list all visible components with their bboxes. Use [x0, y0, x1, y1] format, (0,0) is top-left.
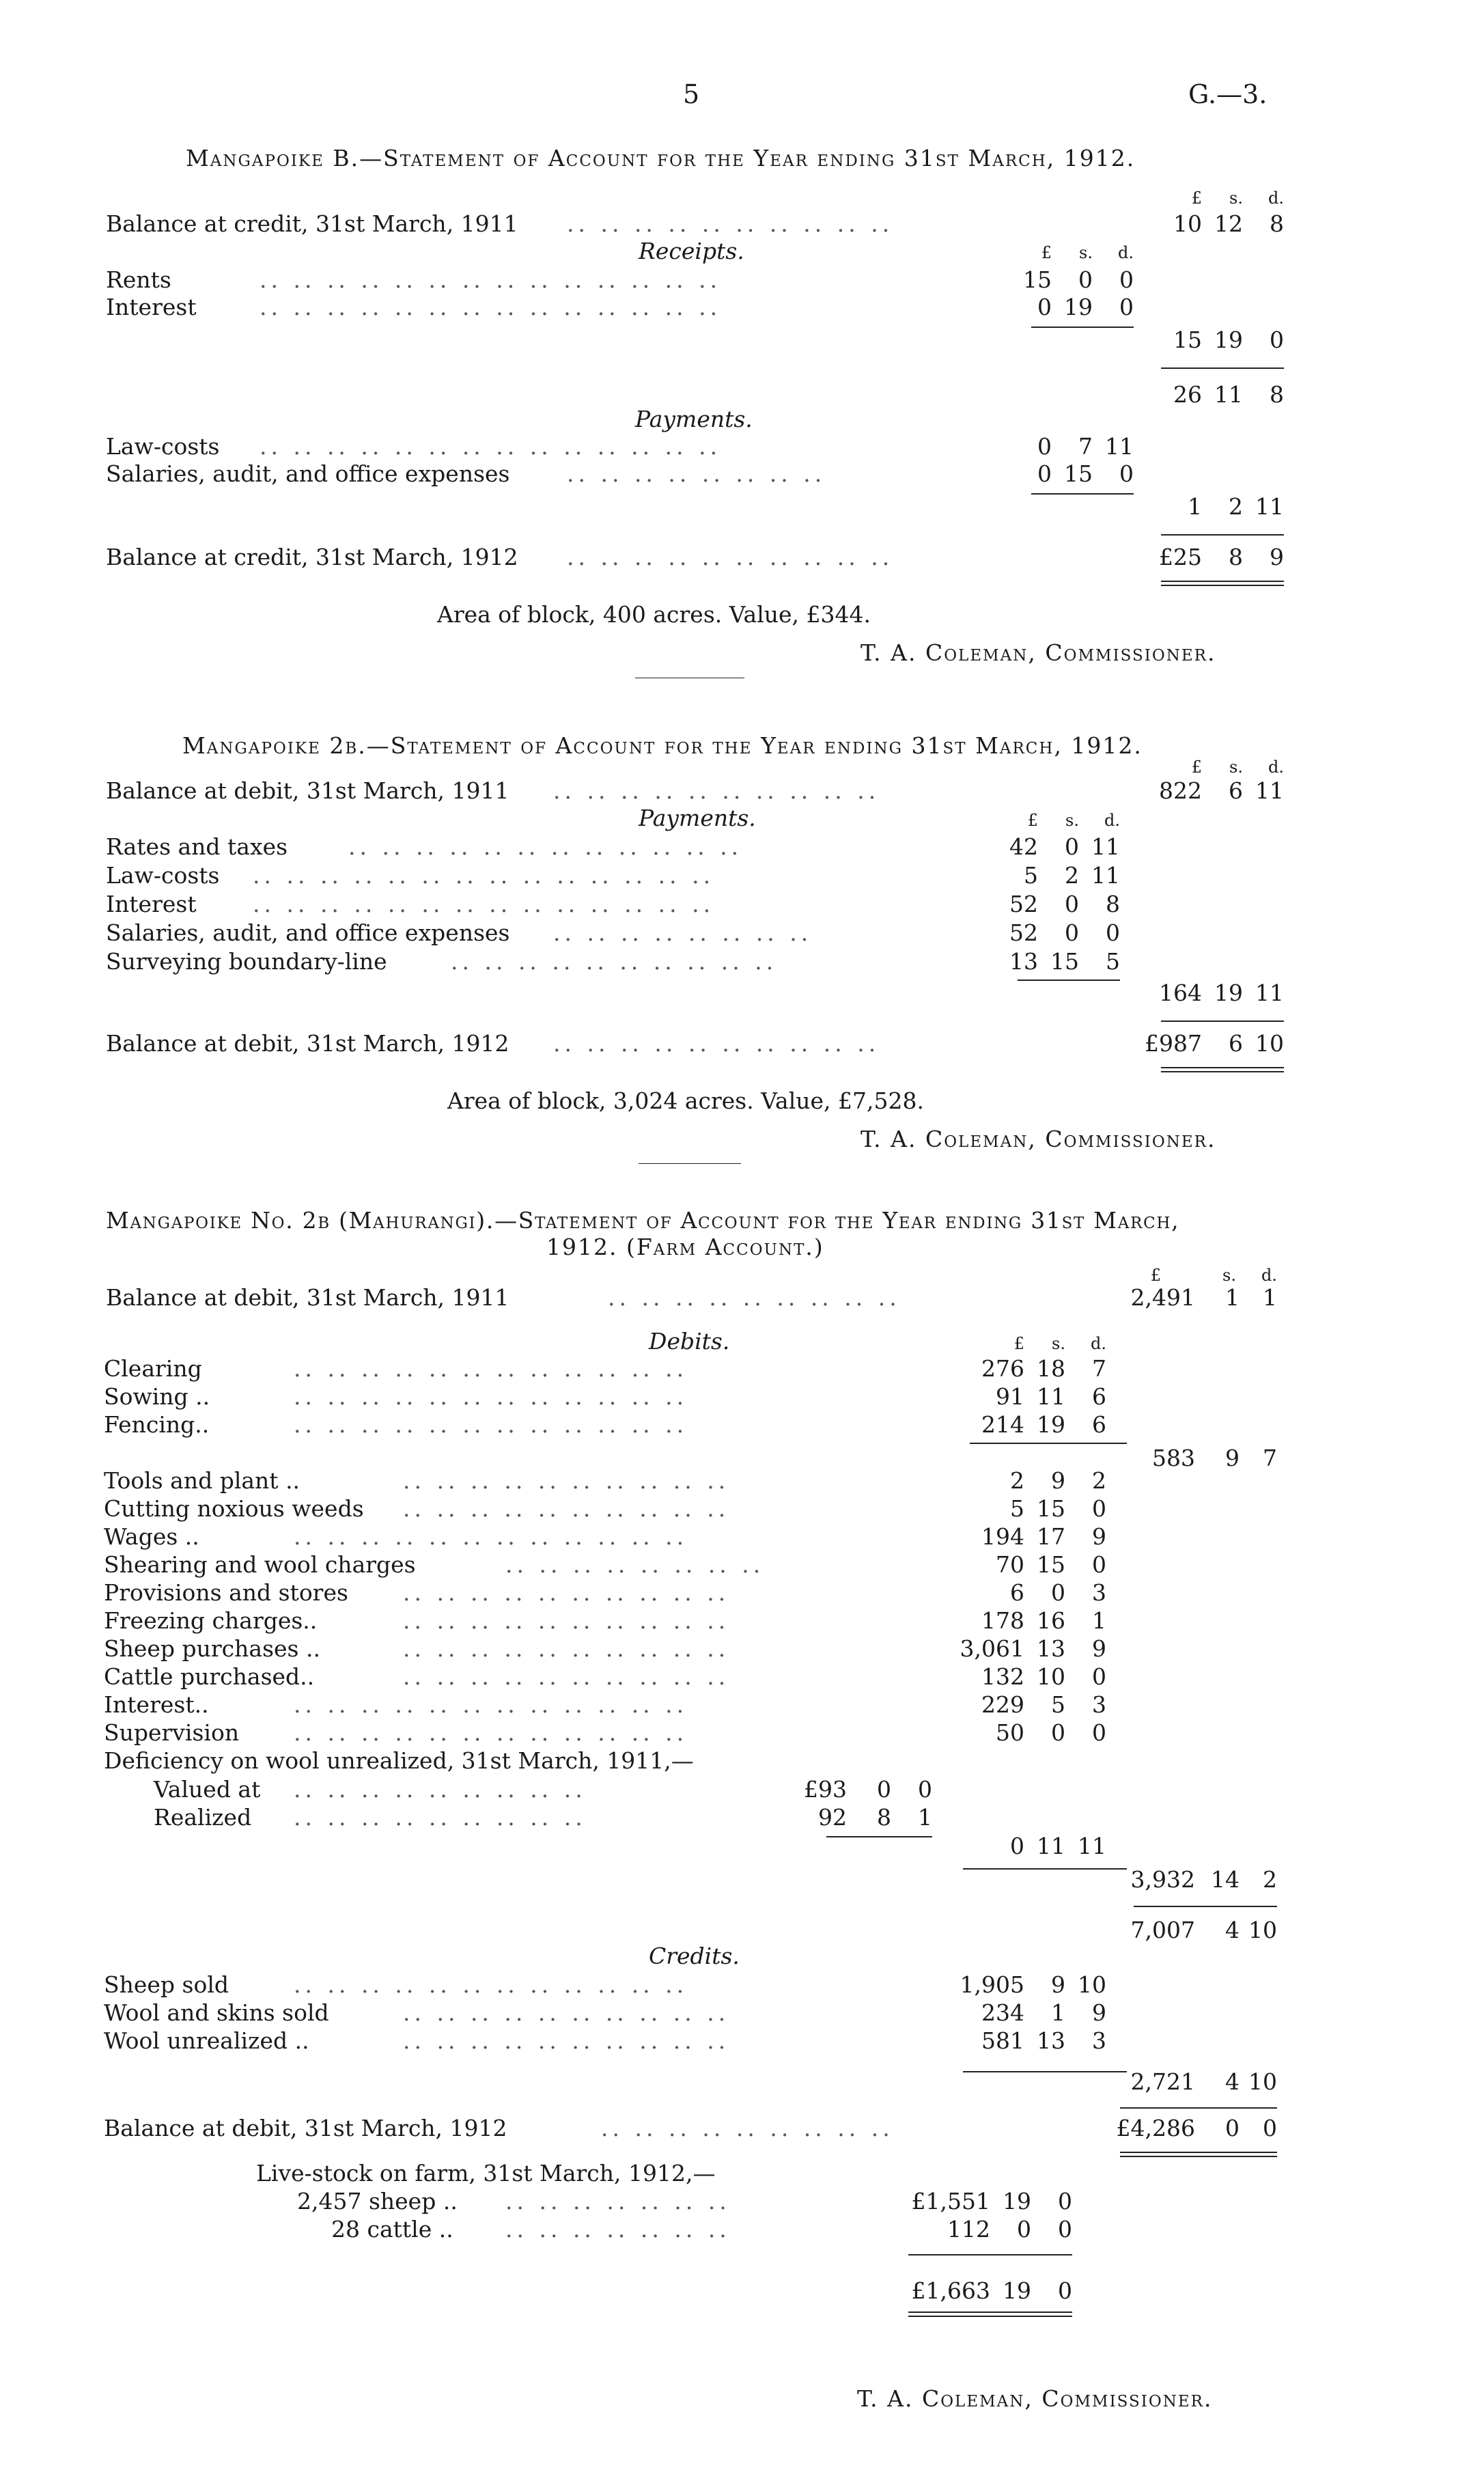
s3-debit-pence: 0 [1092, 1551, 1106, 1578]
s3-debit-label: Supervision [104, 1719, 240, 1746]
s3-deficiency-label: Deficiency on wool unrealized, 31st March, 1911,— [104, 1747, 694, 1774]
s3-closing-shillings: 0 [1225, 2115, 1240, 2141]
s3-closing-double-rule [1120, 2152, 1277, 2157]
s2-payments-total-pounds: 164 [1159, 980, 1202, 1006]
s3-livestock-rule [908, 2254, 1072, 2255]
s3-livestock-total-shillings: 19 [1003, 2277, 1031, 2304]
s2-closing-label: Balance at debit, 31st March, 1912 [106, 1030, 509, 1057]
s3-debit-label: Clearing [104, 1355, 202, 1382]
s1-signature: T. A. Coleman, Commissioner. [860, 639, 1216, 666]
document-code: G.—3. [1188, 79, 1268, 109]
s1-inner-pound-header: £ [1041, 243, 1052, 262]
s3-debit-pence: 2 [1092, 1467, 1106, 1494]
s1-opening-pounds: 10 [1173, 210, 1202, 237]
s3-realized-pounds: 92 [818, 1804, 847, 1831]
s3-opening-label: Balance at debit, 31st March, 1911 [106, 1284, 509, 1311]
s1-closing-label: Balance at credit, 31st March, 1912 [106, 544, 518, 570]
s3-debit-label: Cutting noxious weeds [104, 1495, 364, 1522]
s3-debit-shillings: 16 [1037, 1607, 1065, 1634]
s1-receipt-label: Rents [106, 266, 171, 293]
s2-payment-shillings: 15 [1050, 948, 1079, 975]
s3-debit-pence: 0 [1092, 1719, 1106, 1746]
s3-credit-pence: 3 [1092, 2027, 1106, 2054]
s2-payment-pounds: 52 [1009, 919, 1038, 946]
s1-receipt-pounds: 0 [1037, 294, 1052, 320]
s2-payment-pence: 5 [1106, 948, 1120, 975]
s3-debit-pence: 9 [1092, 1523, 1106, 1550]
s3-livestock-item-shillings: 0 [1017, 2216, 1031, 2243]
s1-payments-total-shillings: 2 [1229, 493, 1243, 520]
s3-subtotal-pounds: 7,007 [1130, 1917, 1195, 1943]
s1-receipt-shillings: 0 [1078, 266, 1093, 293]
s3-closing-label: Balance at debit, 31st March, 1912 [104, 2115, 507, 2141]
s3-debit-label: Cattle purchased.. [104, 1663, 315, 1690]
s3-debit-shillings: 5 [1051, 1691, 1065, 1718]
s3-debits-heading: Debits. [649, 1328, 730, 1355]
s1-payment-pounds: 0 [1037, 433, 1052, 460]
s3-subtotal-rule [1134, 1906, 1277, 1907]
s3-debit-pence: 6 [1092, 1383, 1106, 1410]
s3-debit-pence: 0 [1092, 1495, 1106, 1522]
s1-subtotal-pounds: 26 [1173, 381, 1202, 408]
s3-debit-label: Provisions and stores [104, 1579, 348, 1606]
s3-credits-total-pounds: 2,721 [1130, 2068, 1195, 2095]
s3-outer-pound-header: £ [1150, 1266, 1161, 1285]
s1-title: Mangapoike B.—Statement of Account for the Year ending 31st March, 1912. [186, 145, 1136, 171]
s2-payments-heading: Payments. [639, 805, 756, 831]
s3-credit-pounds: 581 [981, 2027, 1024, 2054]
s1-area-value: Area of block, 400 acres. Value, £344. [437, 601, 871, 628]
s3-debit-pounds: 132 [981, 1663, 1024, 1690]
s3-signature: T. A. Coleman, Commissioner. [857, 2385, 1213, 2412]
s2-closing-double-rule [1161, 1067, 1284, 1072]
s2-closing-pence: 10 [1255, 1030, 1284, 1057]
s1-receipt-pence: 0 [1119, 294, 1134, 320]
s3-livestock-total-pounds: £1,663 [911, 2277, 990, 2304]
s2-payment-pence: 11 [1091, 862, 1120, 889]
s3-debit-pounds: 2 [1010, 1467, 1024, 1494]
s2-payment-shillings: 0 [1065, 891, 1079, 917]
s2-payment-label: Interest [106, 891, 197, 917]
s3-subtotal-pence: 10 [1248, 1917, 1277, 1943]
s1-receipts-heading: Receipts. [639, 238, 744, 264]
s3-livestock-item-pounds: 112 [947, 2216, 990, 2243]
s3-debits-b-total-pounds: 3,932 [1130, 1866, 1195, 1893]
s1-inner-pence-header: d. [1118, 243, 1134, 262]
s3-debit-shillings: 0 [1051, 1719, 1065, 1746]
s3-debits-b-rule [963, 1868, 1127, 1870]
s3-title-line2: 1912. (Farm Account.) [546, 1234, 824, 1260]
s3-valued-label: Valued at [154, 1776, 261, 1803]
s3-valued-shillings: 0 [877, 1776, 891, 1803]
s3-credit-pence: 10 [1078, 1971, 1106, 1998]
s3-credit-pounds: 234 [981, 1999, 1024, 2026]
s2-payment-shillings: 0 [1065, 833, 1079, 860]
s2-signature: T. A. Coleman, Commissioner. [860, 1126, 1216, 1152]
s2-payment-label: Salaries, audit, and office expenses [106, 919, 510, 946]
s1-opening-pence: 8 [1270, 210, 1284, 237]
s3-subtotal-shillings: 4 [1225, 1917, 1240, 1943]
s3-debit-pence: 3 [1092, 1691, 1106, 1718]
s2-section-divider [639, 1163, 741, 1164]
s2-payments-total-shillings: 19 [1214, 980, 1243, 1006]
s1-closing-rule [1161, 534, 1284, 536]
s3-debit-shillings: 13 [1037, 1635, 1065, 1662]
s3-credits-total-pence: 10 [1248, 2068, 1277, 2095]
s3-debit-pounds: 5 [1010, 1495, 1024, 1522]
s2-area-value: Area of block, 3,024 acres. Value, £7,528. [447, 1087, 924, 1114]
s2-payment-label: Rates and taxes [106, 833, 288, 860]
s3-debit-label: Interest.. [104, 1691, 209, 1718]
s3-livestock-total-pence: 0 [1058, 2277, 1072, 2304]
s3-outer-pence-header: d. [1261, 1266, 1277, 1285]
s3-debit-label: Fencing.. [104, 1411, 210, 1438]
s1-receipt-shillings: 19 [1064, 294, 1093, 320]
s3-livestock-item-label: 28 cattle .. [331, 2216, 453, 2243]
s3-debit-pounds: 214 [981, 1411, 1024, 1438]
s2-payment-pounds: 5 [1024, 862, 1038, 889]
s3-debit-label: Sheep purchases .. [104, 1635, 320, 1662]
s3-debit-label: Sowing .. [104, 1383, 210, 1410]
s1-receipts-total-pence: 0 [1270, 327, 1284, 353]
s1-closing-double-rule [1161, 581, 1284, 586]
s2-outer-shilling-header: s. [1229, 758, 1243, 777]
s1-receipt-label: Interest [106, 294, 197, 320]
s2-payment-label: Law-costs [106, 862, 220, 889]
s2-inner-shilling-header: s. [1065, 811, 1079, 830]
s3-livestock-label: Live-stock on farm, 31st March, 1912,— [256, 2160, 716, 2186]
s3-realized-shillings: 8 [877, 1804, 891, 1831]
s3-debit-pence: 9 [1092, 1635, 1106, 1662]
s2-opening-pence: 11 [1255, 777, 1284, 804]
s3-credit-shillings: 9 [1051, 1971, 1065, 1998]
s3-debit-shillings: 10 [1037, 1663, 1065, 1690]
s3-debit-pence: 0 [1092, 1663, 1106, 1690]
s3-debit-pounds: 178 [981, 1607, 1024, 1634]
s2-closing-rule [1161, 1021, 1284, 1022]
s3-debit-pounds: 194 [981, 1523, 1024, 1550]
s2-payment-pence: 11 [1091, 833, 1120, 860]
s1-payment-pence: 0 [1119, 460, 1134, 487]
s3-debit-shillings: 17 [1037, 1523, 1065, 1550]
s3-debit-pounds: 50 [996, 1719, 1024, 1746]
s1-receipts-total-shillings: 19 [1214, 327, 1243, 353]
s2-payments-rule [1018, 980, 1120, 981]
s3-opening-pence: 1 [1263, 1284, 1277, 1311]
s3-deficiency-rule [826, 1836, 932, 1837]
s1-receipts-rule [1031, 327, 1134, 328]
s1-receipt-pounds: 15 [1023, 266, 1052, 293]
s2-payments-total-pence: 11 [1255, 980, 1284, 1006]
s3-outer-shilling-header: s. [1222, 1266, 1236, 1285]
s2-payment-shillings: 2 [1065, 862, 1079, 889]
s3-debit-pounds: 229 [981, 1691, 1024, 1718]
s3-livestock-item-pence: 0 [1058, 2188, 1072, 2215]
s3-debits-a-total-shillings: 9 [1225, 1445, 1240, 1471]
s3-debit-pence: 6 [1092, 1411, 1106, 1438]
s3-debits-a-total-pounds: 583 [1152, 1445, 1195, 1471]
s3-closing-pounds: £4,286 [1116, 2115, 1195, 2141]
s3-livestock-item-pence: 0 [1058, 2216, 1072, 2243]
s1-outer-pence-header: d. [1268, 189, 1284, 208]
s3-closing-rule [1120, 2107, 1277, 2109]
s2-inner-pound-header: £ [1027, 811, 1038, 830]
s1-payment-shillings: 15 [1064, 460, 1093, 487]
s1-payment-label: Salaries, audit, and office expenses [106, 460, 510, 487]
s1-receipts-total-pounds: 15 [1173, 327, 1202, 353]
s3-deficiency-diff-shillings: 11 [1037, 1833, 1065, 1859]
s3-realized-pence: 1 [918, 1804, 932, 1831]
s3-debit-pence: 1 [1092, 1607, 1106, 1634]
s3-deficiency-diff-pounds: 0 [1010, 1833, 1024, 1859]
s1-closing-pounds: £25 [1159, 544, 1202, 570]
s2-payment-pounds: 52 [1009, 891, 1038, 917]
s2-opening-shillings: 6 [1229, 777, 1243, 804]
s3-opening-pounds: 2,491 [1130, 1284, 1195, 1311]
s1-closing-pence: 9 [1270, 544, 1284, 570]
s3-credit-pence: 9 [1092, 1999, 1106, 2026]
s2-payment-pounds: 42 [1009, 833, 1038, 860]
s3-debit-pounds: 276 [981, 1355, 1024, 1382]
s1-subtotal-rule [1161, 367, 1284, 369]
s3-credits-rule [963, 2071, 1127, 2072]
s3-credit-label: Wool and skins sold [104, 1999, 329, 2026]
s3-debit-pounds: 91 [996, 1383, 1024, 1410]
s3-debit-pounds: 70 [996, 1551, 1024, 1578]
s3-debit-pence: 3 [1092, 1579, 1106, 1606]
s3-inner-shilling-header: s. [1052, 1334, 1065, 1353]
s1-receipt-pence: 0 [1119, 266, 1134, 293]
s1-outer-shilling-header: s. [1229, 189, 1243, 208]
s3-debit-label: Tools and plant .. [104, 1467, 300, 1494]
s2-payment-shillings: 0 [1065, 919, 1079, 946]
s3-closing-pence: 0 [1263, 2115, 1277, 2141]
s2-opening-label: Balance at debit, 31st March, 1911 [106, 777, 509, 804]
s1-subtotal-shillings: 11 [1214, 381, 1243, 408]
s3-livestock-item-pounds: £1,551 [911, 2188, 990, 2215]
s3-credit-shillings: 1 [1051, 1999, 1065, 2026]
s1-payments-heading: Payments. [635, 406, 753, 432]
s1-payments-total-pounds: 1 [1188, 493, 1202, 520]
s3-credits-total-shillings: 4 [1225, 2068, 1240, 2095]
s2-closing-pounds: £987 [1145, 1030, 1202, 1057]
s3-title-line1: Mangapoike No. 2b (Mahurangi).—Statement of Account for the Year ending 31st March, [106, 1207, 1180, 1234]
s3-livestock-item-label: 2,457 sheep .. [297, 2188, 458, 2215]
s2-payment-pence: 8 [1106, 891, 1120, 917]
s3-debits-a-total-pence: 7 [1263, 1445, 1277, 1471]
s1-payments-total-pence: 11 [1255, 493, 1284, 520]
s3-debit-shillings: 15 [1037, 1495, 1065, 1522]
s1-opening-label: Balance at credit, 31st March, 1911 [106, 210, 518, 237]
s1-payment-pounds: 0 [1037, 460, 1052, 487]
s3-inner-pence-header: d. [1091, 1334, 1106, 1353]
s2-title: Mangapoike 2b.—Statement of Account for the Year ending 31st March, 1912. [182, 732, 1143, 759]
s3-realized-label: Realized [154, 1804, 252, 1831]
s1-opening-shillings: 12 [1214, 210, 1243, 237]
page-number: 5 [683, 79, 700, 109]
s3-livestock-item-shillings: 19 [1003, 2188, 1031, 2215]
s3-debit-label: Wages .. [104, 1523, 199, 1550]
s1-payment-label: Law-costs [106, 433, 220, 460]
s3-debit-label: Freezing charges.. [104, 1607, 318, 1634]
s2-payment-pounds: 13 [1009, 948, 1038, 975]
s1-payments-rule [1031, 493, 1134, 495]
s3-debit-shillings: 11 [1037, 1383, 1065, 1410]
s3-valued-pence: 0 [918, 1776, 932, 1803]
s3-valued-pounds: £93 [804, 1776, 847, 1803]
s1-payment-shillings: 7 [1078, 433, 1093, 460]
s3-debit-shillings: 9 [1051, 1467, 1065, 1494]
s2-outer-pound-header: £ [1191, 758, 1202, 777]
s3-credit-label: Sheep sold [104, 1971, 229, 1998]
s3-debits-a-rule [970, 1443, 1127, 1444]
s2-payment-pence: 0 [1106, 919, 1120, 946]
s3-debit-shillings: 19 [1037, 1411, 1065, 1438]
s3-debit-shillings: 15 [1037, 1551, 1065, 1578]
s3-opening-shillings: 1 [1225, 1284, 1240, 1311]
s3-debit-pence: 7 [1092, 1355, 1106, 1382]
s1-subtotal-pence: 8 [1270, 381, 1284, 408]
s2-payment-label: Surveying boundary-line [106, 948, 387, 975]
s3-debit-pounds: 3,061 [960, 1635, 1024, 1662]
s1-outer-pound-header: £ [1191, 189, 1202, 208]
s3-debit-label: Shearing and wool charges [104, 1551, 416, 1578]
s3-credit-pounds: 1,905 [960, 1971, 1024, 1998]
s1-payment-pence: 11 [1105, 433, 1134, 460]
s3-credit-label: Wool unrealized .. [104, 2027, 309, 2054]
s3-debits-b-total-pence: 2 [1263, 1866, 1277, 1893]
s1-closing-shillings: 8 [1229, 544, 1243, 570]
s2-closing-shillings: 6 [1229, 1030, 1243, 1057]
s2-inner-pence-header: d. [1104, 811, 1120, 830]
s3-debit-pounds: 6 [1010, 1579, 1024, 1606]
s3-debit-shillings: 0 [1051, 1579, 1065, 1606]
s2-opening-pounds: 822 [1159, 777, 1202, 804]
s3-deficiency-diff-pence: 11 [1078, 1833, 1106, 1859]
s3-credits-heading: Credits. [649, 1943, 740, 1969]
s3-debit-shillings: 18 [1037, 1355, 1065, 1382]
s2-outer-pence-header: d. [1268, 758, 1284, 777]
s3-livestock-double-rule [908, 2312, 1072, 2317]
s1-inner-shilling-header: s. [1079, 243, 1093, 262]
s3-debits-b-total-shillings: 14 [1211, 1866, 1240, 1893]
s3-credit-shillings: 13 [1037, 2027, 1065, 2054]
s3-inner-pound-header: £ [1013, 1334, 1024, 1353]
